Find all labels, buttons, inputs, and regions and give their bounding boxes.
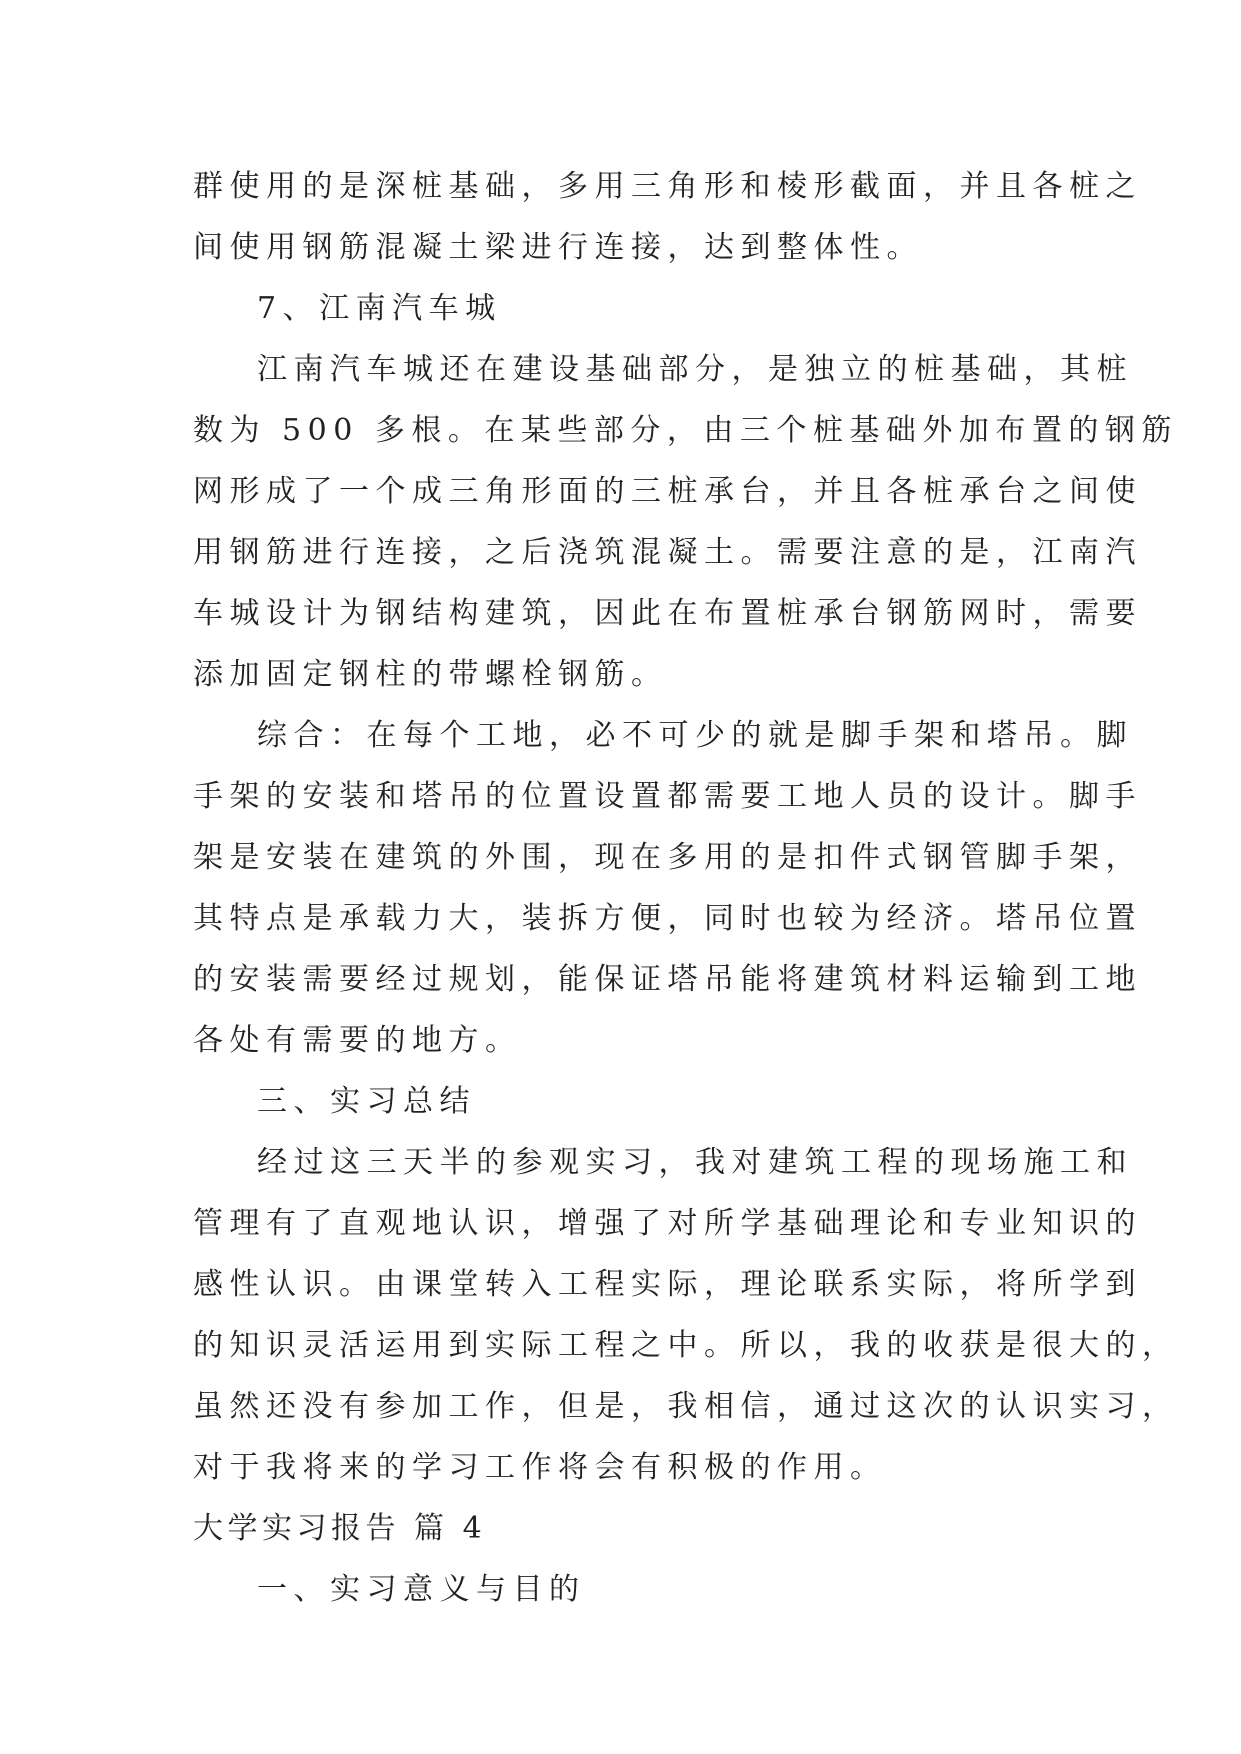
paragraph-line: 架是安装在建筑的外围，现在多用的是扣件式钢管脚手架，	[193, 840, 1142, 875]
paragraph-line: 网形成了一个成三角形面的三桩承台，并且各桩承台之间使	[193, 474, 1142, 509]
paragraph-line: 对于我将来的学习工作将会有积极的作用。	[193, 1450, 887, 1485]
paragraph-line: 的安装需要经过规划，能保证塔吊能将建筑材料运输到工地	[193, 962, 1142, 997]
paragraph-line: 间使用钢筋混凝土梁进行连接，达到整体性。	[193, 230, 923, 265]
section-heading: 7、江南汽车城	[257, 291, 502, 326]
paragraph-line: 管理有了直观地认识，增强了对所学基础理论和专业知识的	[193, 1206, 1142, 1241]
paragraph-line: 手架的安装和塔吊的位置设置都需要工地人员的设计。脚手	[193, 779, 1142, 814]
report-title: 大学实习报告 篇 4	[193, 1511, 487, 1546]
paragraph-line: 用钢筋进行连接，之后浇筑混凝土。需要注意的是，江南汽	[193, 535, 1142, 570]
paragraph-line: 江南汽车城还在建设基础部分，是独立的桩基础，其桩	[257, 352, 1133, 387]
paragraph-line: 数为 500 多根。在某些部分，由三个桩基础外加布置的钢筋	[193, 413, 1178, 448]
paragraph-line: 其特点是承载力大，装拆方便，同时也较为经济。塔吊位置	[193, 901, 1142, 936]
paragraph-line: 车城设计为钢结构建筑，因此在布置桩承台钢筋网时，需要	[193, 596, 1142, 631]
paragraph-line: 各处有需要的地方。	[193, 1023, 522, 1058]
section-heading: 一、实习意义与目的	[257, 1572, 586, 1607]
paragraph-line: 综合：在每个工地，必不可少的就是脚手架和塔吊。脚	[257, 718, 1133, 753]
paragraph-line: 添加固定钢柱的带螺栓钢筋。	[193, 657, 668, 692]
paragraph-line: 群使用的是深桩基础，多用三角形和棱形截面，并且各桩之	[193, 169, 1142, 204]
paragraph-line: 经过这三天半的参观实习，我对建筑工程的现场施工和	[257, 1145, 1133, 1180]
section-heading: 三、实习总结	[257, 1084, 476, 1119]
paragraph-line: 感性认识。由课堂转入工程实际，理论联系实际，将所学到	[193, 1267, 1142, 1302]
document-body	[193, 156, 1179, 1620]
paragraph-line: 的知识灵活运用到实际工程之中。所以，我的收获是很大的，	[193, 1328, 1179, 1363]
paragraph-line: 虽然还没有参加工作，但是，我相信，通过这次的认识实习，	[193, 1389, 1179, 1424]
